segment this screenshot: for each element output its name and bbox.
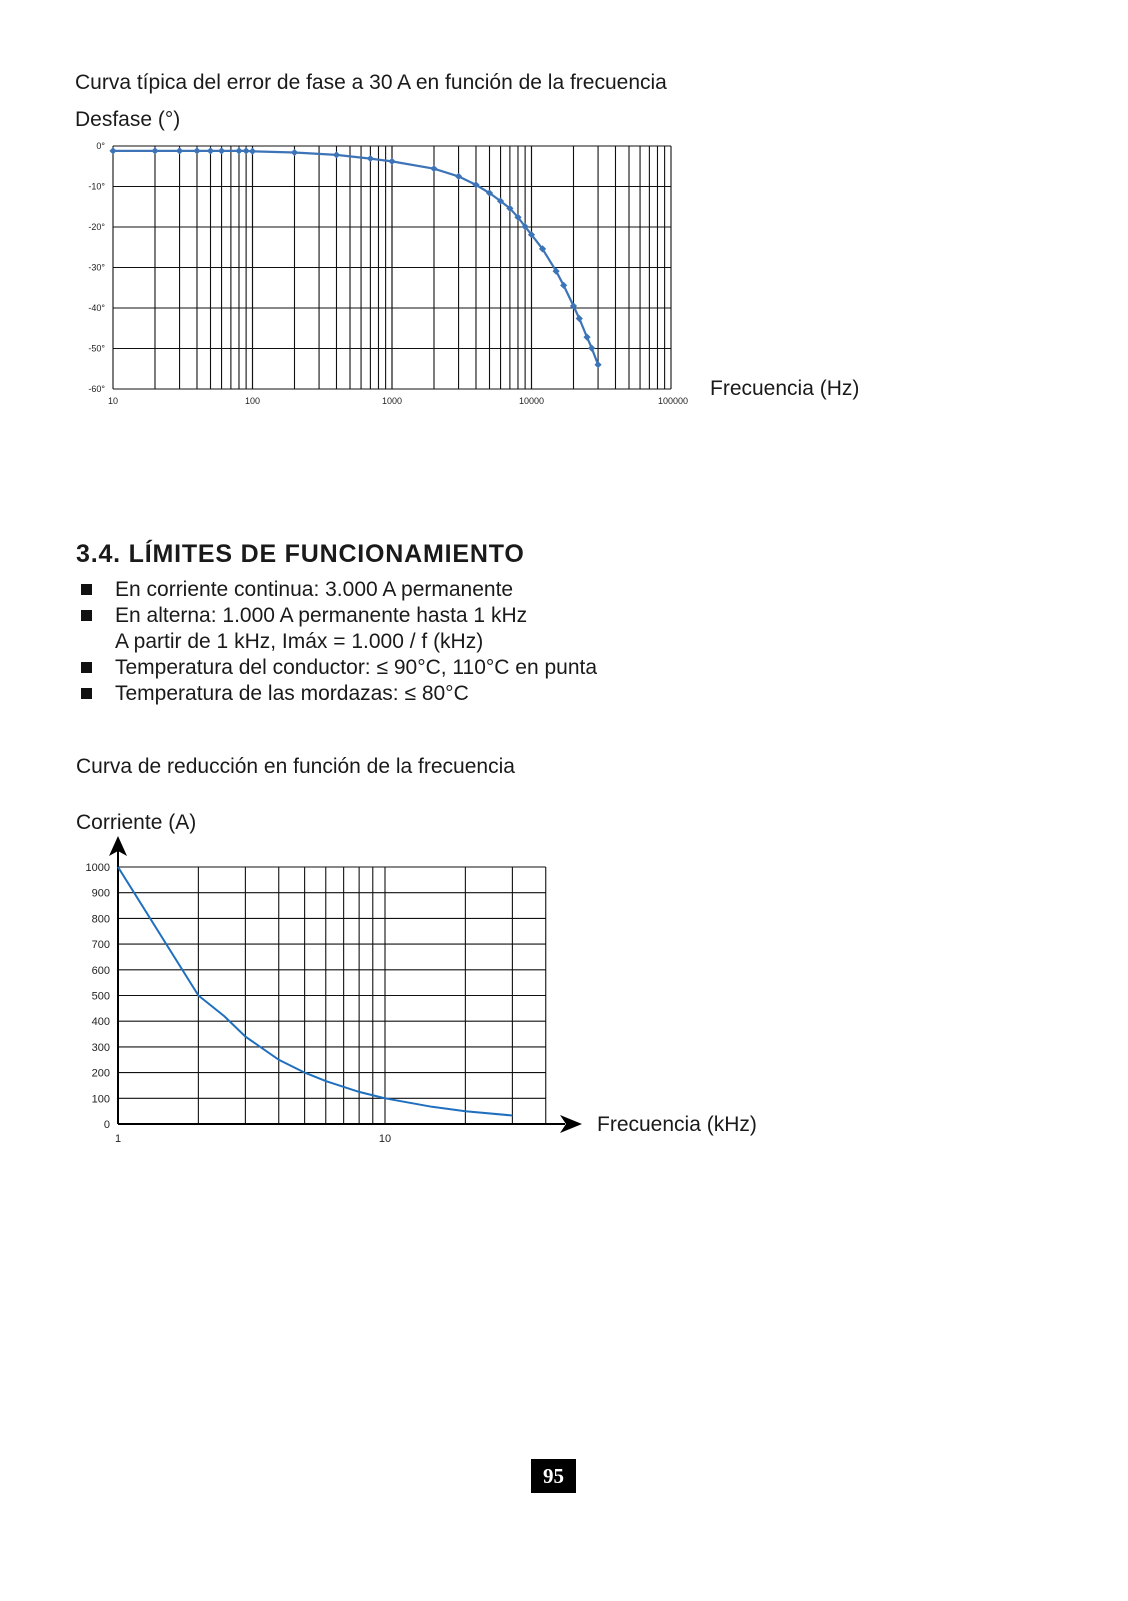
y-tick-label: 200 [91,1067,110,1080]
list-item [76,577,597,603]
data-point-marker [207,147,214,154]
phase-chart-ylabel: Desfase (°) [75,108,181,131]
data-point-marker [151,147,158,154]
data-point-marker [588,344,595,351]
derating-chart-caption: Curva de reducción en función de la frecuencia [76,755,515,778]
y-tick-label: -20° [88,222,105,232]
y-tick-label: -30° [88,262,105,273]
data-point-marker [193,147,200,154]
bullet-square-icon [81,688,92,699]
y-tick-label: 300 [91,1041,110,1054]
data-point-marker [388,158,395,165]
y-tick-label: 800 [91,913,110,926]
y-tick-label: 600 [91,964,110,977]
phase-chart [0,100,1128,530]
list-item [76,681,597,707]
data-point-marker [176,147,183,154]
data-point-marker [576,315,583,322]
data-point-marker [430,165,437,172]
page-number: 95 [531,1459,576,1493]
y-tick-label: -50° [88,343,105,354]
y-tick-label: 100 [91,1093,110,1106]
x-tick-label: 1 [114,1133,122,1145]
data-point-marker [455,173,462,180]
bullet-square-icon [81,662,92,673]
phase-chart-xlabel: Frecuencia (Hz) [710,377,860,400]
phase-chart-caption: Curva típica del error de fase a 30 A en función de la frecuencia [75,71,667,94]
list-item-text: En corriente continua: 3.000 A permanente [115,578,514,601]
data-point-marker [249,148,256,155]
list-item-text: Temperatura de las mordazas: ≤ 80°C [115,682,469,705]
y-tick-label: 500 [91,990,110,1003]
y-tick-label: 0 [103,1119,110,1131]
x-tick-label: 10 [378,1133,392,1145]
data-point-marker [218,147,225,154]
derating-series-line [118,867,512,1116]
y-tick-label: -10° [88,181,105,192]
x-tick-label: 10 [107,396,119,406]
derating-chart [0,800,1128,1160]
section-heading: 3.4. LÍMITES DE FUNCIONAMIENTO [76,540,525,568]
list-item-continuation [76,629,597,655]
y-tick-label: -40° [88,303,105,313]
data-point-marker [594,361,601,368]
y-tick-label: 900 [91,887,110,900]
y-tick-label: 1000 [85,862,110,874]
y-tick-label: 400 [91,1016,110,1029]
derating-chart-xlabel: Frecuencia (kHz) [597,1113,757,1136]
x-tick-label: 1000 [381,396,403,406]
data-point-marker [291,149,298,156]
y-tick-label: -60° [88,384,105,394]
bullet-square-icon [81,584,92,595]
list-item-text: En alterna: 1.000 A permanente hasta 1 kHz [115,604,528,627]
y-tick-label: 0° [96,141,105,151]
data-point-marker [235,147,242,154]
x-tick-label: 100 [244,396,261,406]
data-point-marker [243,147,250,154]
list-item [76,603,597,629]
data-point-marker [583,334,590,341]
data-point-marker [109,147,116,154]
bullet-square-icon [81,610,92,621]
list-item [76,655,597,681]
x-tick-label: 10000 [518,396,545,406]
list-item-text: A partir de 1 kHz, Imáx = 1.000 / f (kHz) [115,630,484,653]
limits-list [76,577,597,707]
y-tick-label: 700 [91,939,110,952]
x-tick-label: 100000 [657,396,689,406]
data-point-marker [333,151,340,158]
list-item-text: Temperatura del conductor: ≤ 90°C, 110°C en punta [115,656,598,679]
derating-chart-ylabel: Corriente (A) [76,811,197,834]
data-point-marker [367,155,374,162]
